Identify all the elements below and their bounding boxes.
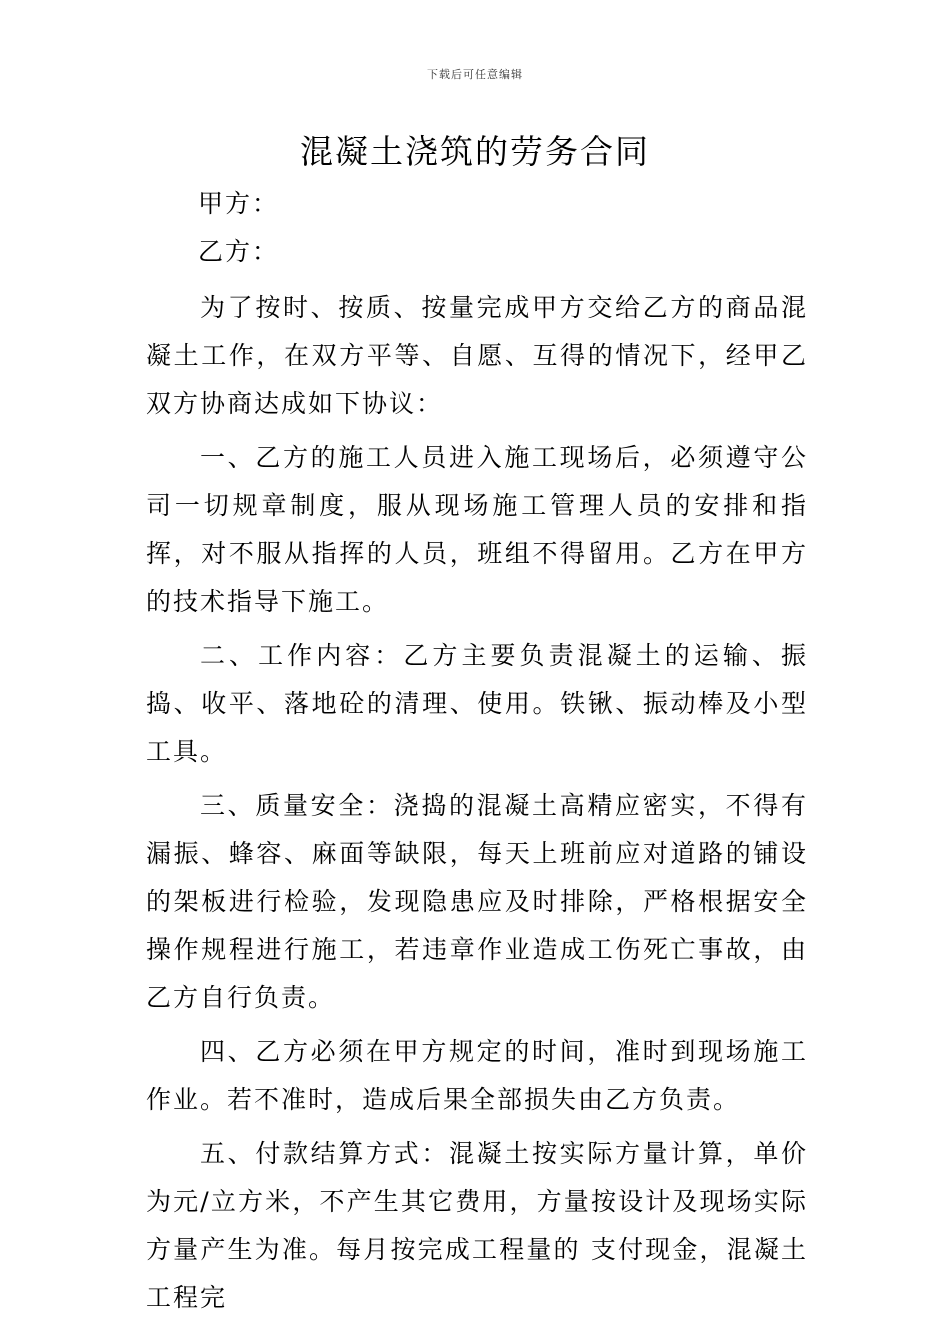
document-title: 混凝土浇筑的劳务合同 xyxy=(300,132,650,171)
paragraph-intro: 为了按时、按质、按量完成甲方交给乙方的商品混凝土工作，在双方平等、自愿、互得的情况下，经甲乙双方协商达成如下协议： xyxy=(146,293,808,418)
party-a-label: 甲方： xyxy=(198,189,280,218)
header-note: 下载后可任意编辑 xyxy=(427,68,523,81)
paragraph-clause-2: 二、工作内容：乙方主要负责混凝土的运输、振捣、收平、落地砼的清理、使用。铁锹、振动棒及小型工具。 xyxy=(146,641,808,766)
paragraph-clause-5: 五、付款结算方式：混凝土按实际方量计算，单价为元/立方米，不产生其它费用，方量按设计及现场实际方量产生为准。每月按完成工程量的 支付现金，混凝土工程完 xyxy=(146,1139,808,1312)
paragraph-clause-3: 三、质量安全：浇捣的混凝土高精应密实，不得有漏振、蜂容、麻面等缺限，每天上班前应对道路的铺设的架板进行检验，发现隐患应及时排除，严格根据安全操作规程进行施工，若违章作业造成工伤死亡事故，由乙方自行负责。 xyxy=(146,791,808,1012)
document-body xyxy=(146,180,808,1322)
paragraph-clause-4: 四、乙方必须在甲方规定的时间，准时到现场施工作业。若不准时，造成后果全部损失由乙方负责。 xyxy=(146,1037,808,1114)
party-b-label: 乙方： xyxy=(198,237,280,266)
paragraph-clause-1: 一、乙方的施工人员进入施工现场后，必须遵守公司一切规章制度，服从现场施工管理人员的安排和指挥，对不服从指挥的人员，班组不得留用。乙方在甲方的技术指导下施工。 xyxy=(146,443,808,616)
